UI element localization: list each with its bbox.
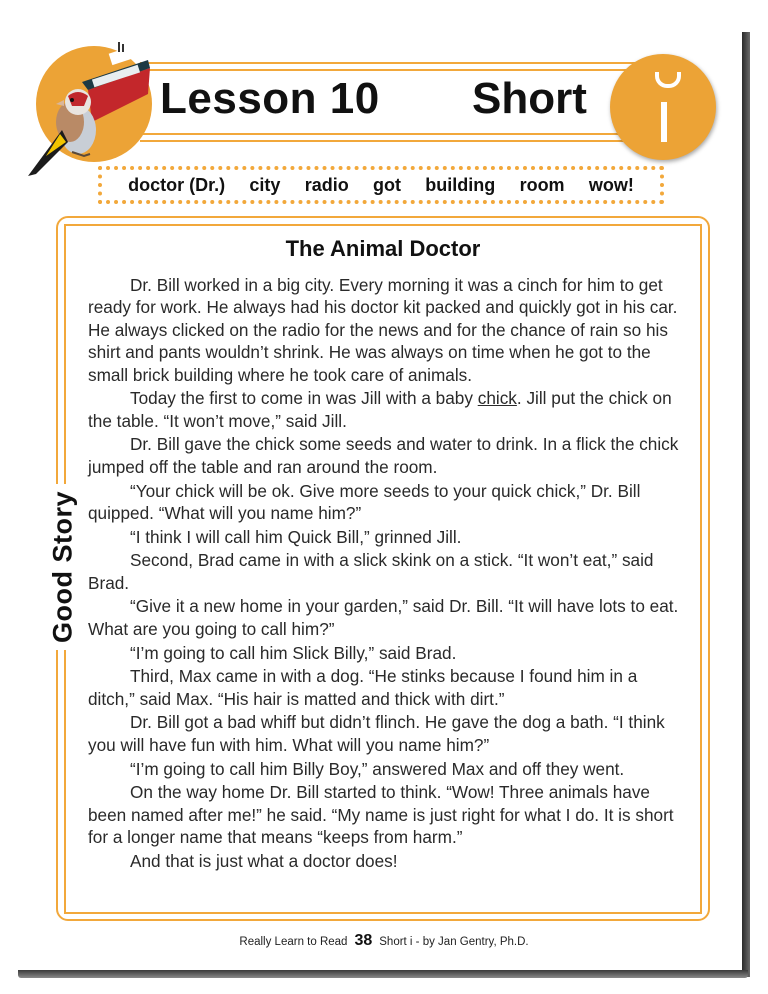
story-paragraph: “Your chick will be ok. Give more seeds to your quick chick,” Dr. Bill quipped. “What will you name him?” (88, 480, 641, 523)
story-title: The Animal Doctor (285, 236, 481, 261)
story-paragraph: And that is just what a doctor does! (130, 850, 398, 871)
story-paragraph: Third, Max came in with a dog. “He stinks because I found him in a ditch,” said Max. “His hair is matted and thick with dirt.” (88, 666, 638, 709)
footer-series: Really Learn to Read (239, 936, 348, 948)
story-paragraph: On the way home Dr. Bill started to think. “Wow! Three animals have been named after me!” he said. “My name is just right for what I do. It is short for a longer name that means “keeps from harm.” (88, 782, 674, 848)
breve-mark-icon (655, 72, 681, 88)
goldfinch-ship-logo-icon (22, 38, 162, 178)
vocab-word: doctor (Dr.) (128, 174, 226, 195)
story-paragraph: Second, Brad came in with a slick skink on a stick. “It won’t eat,” said Brad. (88, 550, 654, 593)
lesson-title: Lesson 10 (160, 74, 380, 123)
story-paragraph: “I think I will call him Quick Bill,” grinned Jill. (130, 526, 462, 547)
short-i-vowel-badge (610, 54, 716, 160)
vocab-word: building (425, 174, 496, 195)
vocab-word: city (249, 174, 281, 195)
page-footer (0, 932, 768, 950)
page-shadow-bottom (18, 970, 748, 978)
good-story-side-label: Good Story (47, 491, 78, 643)
page-number: 38 (354, 932, 373, 949)
story-paragraph: Dr. Bill worked in a big city. Every morning it was a cinch for him to get ready for work. He always had his doctor kit packed and quickly got in his car. He always clicked on the radio for the news and for the chance of rain so his shirt and pants wouldn’t shrink. He was always on time when he got to the small brick building where he took care of animals. (88, 275, 678, 385)
story-paragraph: “I’m going to call him Billy Boy,” answered Max and off they went. (130, 758, 625, 779)
letter-i-stem-icon (661, 102, 667, 142)
paragraph-text: . Jill put the chick on the table. “It won’t move,” said Jill. (88, 388, 672, 431)
story-paragraph (88, 387, 688, 432)
underlined-word: chick (477, 388, 517, 409)
story-paragraph: Dr. Bill got a bad whiff but didn’t flinch. He gave the dog a bath. “I think you will have fun with him. What will you name him?” (88, 712, 665, 755)
banner-line (140, 62, 660, 64)
vocab-word: got (373, 174, 402, 195)
page-shadow-right (742, 32, 750, 977)
paragraph-text: Today the first to come in was Jill with a baby (130, 388, 478, 409)
vocabulary-word-list (98, 166, 664, 204)
banner-line (140, 133, 660, 135)
banner-line (140, 69, 660, 71)
story-paragraph: Dr. Bill gave the chick some seeds and water to drink. In a flick the chick jumped off the table and ran around the room. (88, 434, 679, 477)
story-paragraph: “Give it a new home in your garden,” said Dr. Bill. “It will have lots to eat. What are you going to call him?” (88, 596, 679, 639)
lesson-sound-label: Short (472, 74, 587, 123)
footer-credit: Short i - by Jan Gentry, Ph.D. (379, 936, 529, 948)
vocab-word: radio (304, 174, 349, 195)
banner-line (140, 140, 660, 142)
vocab-word: wow! (588, 174, 634, 195)
vocab-word: room (519, 174, 565, 195)
story-body (88, 274, 688, 873)
story-paragraph: “I’m going to call him Slick Billy,” said Brad. (130, 642, 457, 663)
